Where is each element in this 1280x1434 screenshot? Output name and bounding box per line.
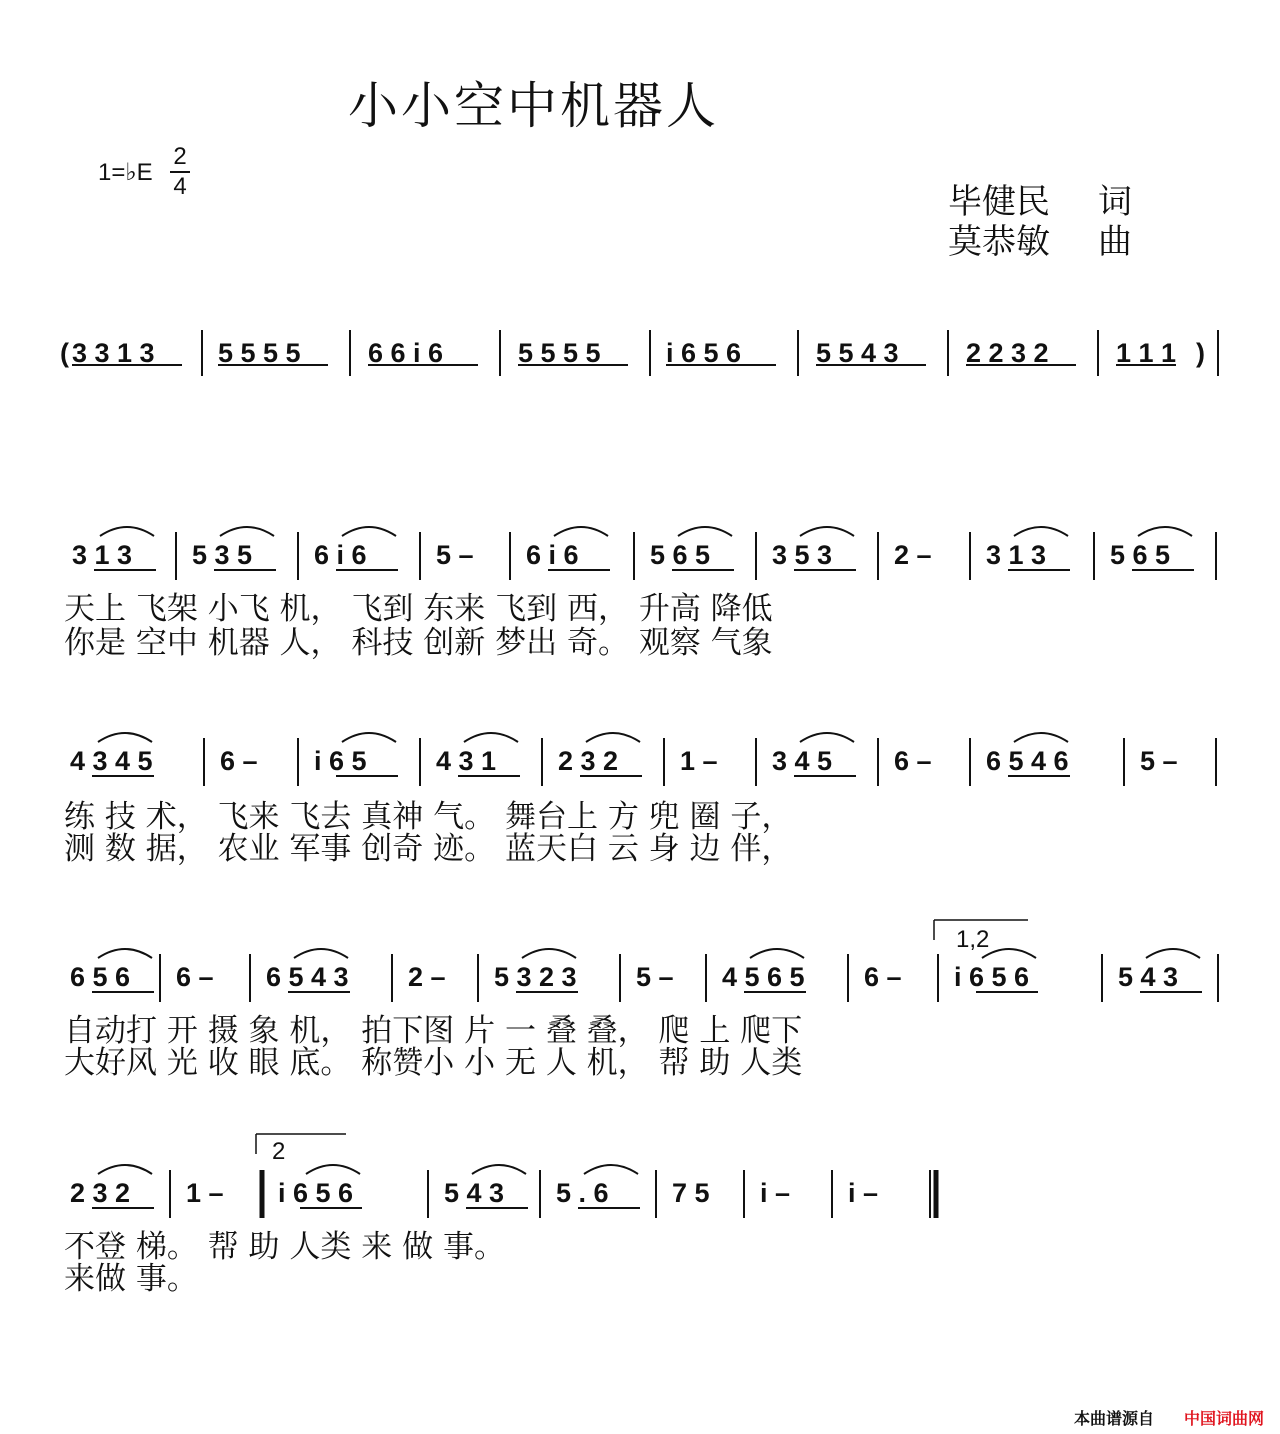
system-2-slur-5 bbox=[586, 733, 640, 742]
system-1-measure-3: 6 i 6 bbox=[314, 540, 367, 570]
system-1-measure-4: 5 – bbox=[436, 540, 474, 570]
system-4-measure-7: i – bbox=[760, 1178, 791, 1208]
lyricist-role: 词 bbox=[1098, 182, 1132, 222]
system-3-measure-3: 6 5 4 3 bbox=[266, 962, 349, 992]
system-1-slur-6 bbox=[678, 527, 732, 536]
composer-name: 莫恭敏 bbox=[948, 222, 1050, 262]
lyric-line-1-verse-1: 天上 飞架 小飞 机， 飞到 东来 飞到 西， 升高 降低 bbox=[64, 591, 773, 627]
system-3-measure-6: 5 – bbox=[636, 962, 674, 992]
volta-1-2-label: 1,2 bbox=[956, 926, 990, 953]
system-2-slur-9 bbox=[1014, 733, 1068, 742]
system-4-measure-3: i 6 5 6 bbox=[278, 1178, 354, 1208]
system-1-measure-1: 3 1 3 bbox=[72, 540, 133, 570]
composer-role: 曲 bbox=[1098, 222, 1132, 262]
system-3-slur-7 bbox=[750, 949, 804, 958]
intro-measure-1: 3 3 1 3 bbox=[72, 338, 155, 368]
intro-open-paren: ( bbox=[60, 338, 69, 368]
system-3-measure-7: 4 5 6 5 bbox=[722, 962, 805, 992]
intro-measure-4: 5 5 5 5 bbox=[518, 338, 601, 368]
intro-measure-8: 1 1 1 bbox=[1116, 338, 1177, 368]
system-2-measure-5: 2 3 2 bbox=[558, 746, 619, 776]
system-3-slur-3 bbox=[294, 949, 348, 958]
time-signature-numerator: 2 bbox=[173, 143, 187, 170]
system-4-slur-5 bbox=[584, 1165, 638, 1174]
system-3-measure-2: 6 – bbox=[176, 962, 214, 992]
system-3-measure-8: 6 – bbox=[864, 962, 902, 992]
lyric-line-1-verse-2: 你是 空中 机器 人， 科技 创新 梦出 奇。 观察 气象 bbox=[64, 625, 773, 661]
volta-2-label: 2 bbox=[272, 1138, 286, 1165]
system-1-measure-6: 5 6 5 bbox=[650, 540, 711, 570]
system-1-slur-2 bbox=[220, 527, 274, 536]
system-3-slur-5 bbox=[522, 949, 576, 958]
system-3-slur-9 bbox=[982, 949, 1036, 958]
system-3-measure-4: 2 – bbox=[408, 962, 446, 992]
lyric-line-4-verse-1: 不登 梯。 帮 助 人类 来 做 事。 bbox=[64, 1229, 505, 1265]
system-3-measure-5: 5 3 2 3 bbox=[494, 962, 577, 992]
system-2-slur-3 bbox=[342, 733, 396, 742]
system-1-slur-7 bbox=[800, 527, 854, 536]
system-2-measure-10: 5 – bbox=[1140, 746, 1178, 776]
intro-close-paren: ) bbox=[1196, 338, 1205, 368]
system-2-slur-4 bbox=[464, 733, 518, 742]
system-3-measure-9: i 6 5 6 bbox=[954, 962, 1030, 992]
system-3-slur-10 bbox=[1146, 949, 1200, 958]
lyric-line-2-verse-1: 练 技 术， 飞来 飞去 真神 气。 舞台上 方 兜 圈 子， bbox=[64, 799, 793, 835]
system-1-measure-7: 3 5 3 bbox=[772, 540, 833, 570]
system-4-measure-2: 1 – bbox=[186, 1178, 224, 1208]
system-1-slur-3 bbox=[342, 527, 396, 536]
intro-measure-5: i 6 5 6 bbox=[666, 338, 742, 368]
system-2-measure-7: 3 4 5 bbox=[772, 746, 833, 776]
system-3-measure-1: 6 5 6 bbox=[70, 962, 131, 992]
footer-site-link[interactable]: 中国词曲网 bbox=[1184, 1409, 1265, 1428]
system-2-measure-3: i 6 5 bbox=[314, 746, 367, 776]
system-2-measure-6: 1 – bbox=[680, 746, 718, 776]
intro-measure-3: 6 6 i 6 bbox=[368, 338, 444, 368]
system-3-measure-10: 5 4 3 bbox=[1118, 962, 1179, 992]
system-1-slur-9 bbox=[1014, 527, 1068, 536]
system-4-measure-6: 7 5 bbox=[672, 1178, 710, 1208]
lyric-line-3-verse-1: 自动打 开 摄 象 机， 拍下图 片 一 叠 叠， 爬 上 爬下 bbox=[64, 1013, 803, 1049]
system-2-measure-8: 6 – bbox=[894, 746, 932, 776]
lyric-line-3-verse-2: 大好风 光 收 眼 底。 称赞小 小 无 人 机， 帮 助 人类 bbox=[64, 1045, 803, 1081]
system-1-measure-10: 5 6 5 bbox=[1110, 540, 1171, 570]
system-1-measure-9: 3 1 3 bbox=[986, 540, 1047, 570]
system-1-measure-5: 6 i 6 bbox=[526, 540, 579, 570]
system-2-measure-1: 4 3 4 5 bbox=[70, 746, 153, 776]
system-1-measure-8: 2 – bbox=[894, 540, 932, 570]
lyricist-name: 毕健民 bbox=[948, 182, 1050, 222]
system-4-measure-1: 2 3 2 bbox=[70, 1178, 131, 1208]
system-4-slur-1 bbox=[98, 1165, 152, 1174]
song-title: 小小空中机器人 bbox=[348, 77, 719, 135]
system-2-measure-2: 6 – bbox=[220, 746, 258, 776]
system-4-measure-4: 5 4 3 bbox=[444, 1178, 505, 1208]
system-1-measure-2: 5 3 5 bbox=[192, 540, 253, 570]
system-2-slur-7 bbox=[800, 733, 854, 742]
system-2-measure-4: 4 3 1 bbox=[436, 746, 497, 776]
time-signature-denominator: 4 bbox=[173, 173, 187, 200]
system-4-slur-3 bbox=[306, 1165, 360, 1174]
system-1-slur-1 bbox=[100, 527, 154, 536]
system-4-measure-8: i – bbox=[848, 1178, 879, 1208]
footer-source-label: 本曲谱源自 bbox=[1074, 1409, 1155, 1428]
system-2-measure-9: 6 5 4 6 bbox=[986, 746, 1069, 776]
system-2-slur-1 bbox=[98, 733, 152, 742]
system-1-slur-5 bbox=[554, 527, 608, 536]
system-4-slur-4 bbox=[472, 1165, 526, 1174]
system-3-slur-1 bbox=[98, 949, 152, 958]
intro-measure-2: 5 5 5 5 bbox=[218, 338, 301, 368]
lyric-line-2-verse-2: 测 数 据， 农业 军事 创奇 迹。 蓝天白 云 身 边 伴， bbox=[64, 831, 793, 867]
lyric-line-4-verse-2: 来做 事。 bbox=[64, 1261, 198, 1297]
system-1-slur-10 bbox=[1138, 527, 1192, 536]
system-4-measure-5: 5 . 6 bbox=[556, 1178, 609, 1208]
intro-measure-6: 5 5 4 3 bbox=[816, 338, 899, 368]
key-signature: 1=♭E bbox=[98, 159, 153, 186]
intro-measure-7: 2 2 3 2 bbox=[966, 338, 1049, 368]
